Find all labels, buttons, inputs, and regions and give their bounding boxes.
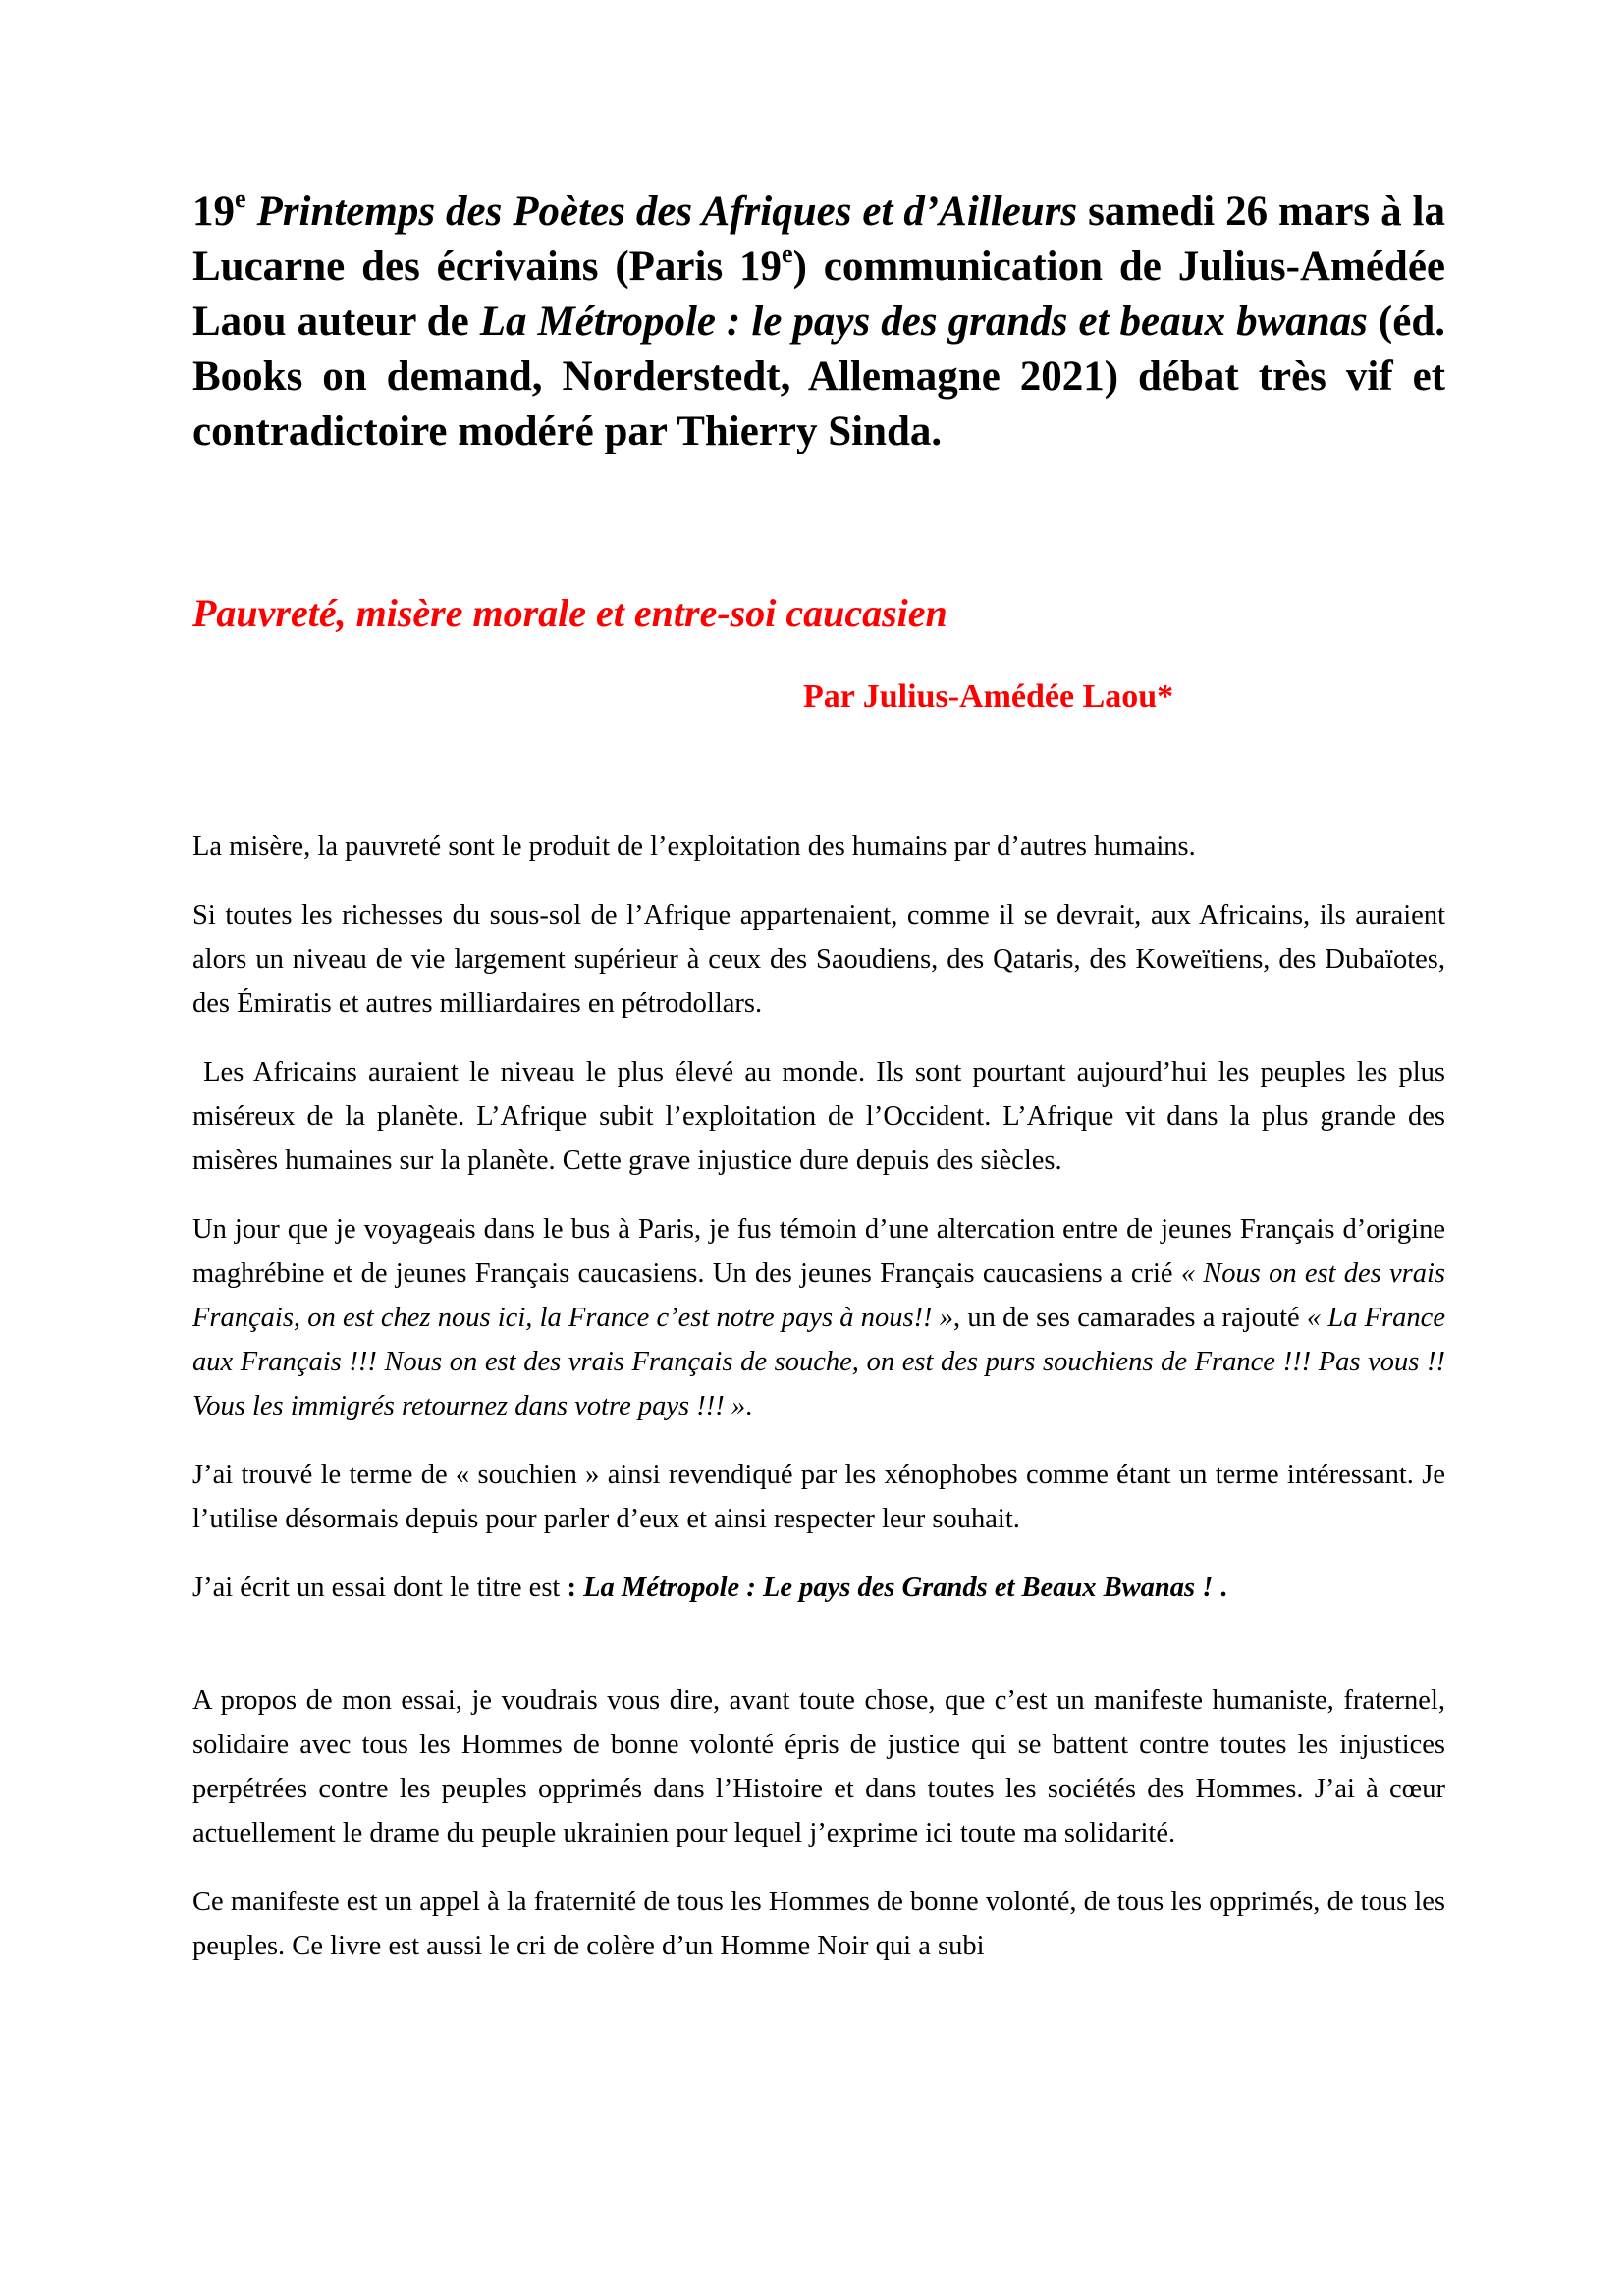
book-title: La Métropole : Le pays des Grands et Beaux Bwanas ! <box>583 1573 1220 1603</box>
paragraph-text: Un jour que je voyageais dans le bus à Paris, je fus témoin d’une altercation entre de jeunes Français d’origine maghrébine et de jeunes Français caucasiens. Un des jeunes Français caucasiens a crié <box>192 1214 1445 1289</box>
paragraph-text: J’ai écrit un essai dont le titre est <box>192 1573 568 1603</box>
header-text: ) communication de Julius-Amédée Laou auteur de <box>192 243 1446 345</box>
paragraph: Ce manifeste est un appel à la fraternité de tous les Hommes de bonne volonté, de tous les opprimés, de tous les peuples. Ce livre est aussi le cri de colère d’un Homme Noir qui a subi <box>192 1887 1445 1961</box>
header-text <box>246 188 257 235</box>
quote: « Nous on est des vrais Français, on est chez nous ici, la France c’est notre pays à nous!! » <box>192 1258 1446 1333</box>
paragraph: La misère, la pauvreté sont le produit de l’exploitation des humains par d’autres humains. <box>192 831 1196 862</box>
paragraph-text: , un de ses camarades a rajouté <box>953 1303 1307 1333</box>
paragraph: Les Africains auraient le niveau le plus élevé au monde. Ils sont pourtant aujourd’hui les peuples les plus miséreux de la planète. L’Afrique subit l’exploitation de l’Occident. L’Afrique vit dans la plus grande des misères humaines sur la planète. Cette grave injustice dure depuis des siècles. <box>192 1057 1453 1176</box>
article-body <box>192 825 1453 1993</box>
period: . <box>1219 1573 1227 1603</box>
author-byline: Par Julius-Amédée Laou* <box>803 678 1174 715</box>
quote: « La France aux Français !!! Nous on est des vrais Français de souche, on est des purs souchiens de France !!! Pas vous !! Vous les immigrés retournez dans votre pays !!! » <box>192 1303 1445 1421</box>
header-text: 19 <box>192 188 235 235</box>
header-text: (éd. Books on demand, Norderstedt, Allemagne 2021) débat très vif et contradictoire modéré par Thierry Sinda. <box>192 298 1445 454</box>
paragraph <box>192 1207 1445 1428</box>
paragraph-text: . <box>745 1391 753 1421</box>
header-superscript: e <box>235 185 246 213</box>
article-title: Pauvreté, misère morale et entre-soi caucasien <box>192 591 947 635</box>
paragraph: J’ai trouvé le terme de « souchien » ainsi revendiqué par les xénophobes comme étant un terme intéressant. Je l’utilise désormais depuis pour parler d’eux et ainsi respecter leur souhait. <box>192 1460 1445 1534</box>
colon: : <box>567 1573 584 1603</box>
event-header <box>192 185 1445 459</box>
book-title: La Métropole : le pays des grands et beaux bwanas <box>479 298 1368 345</box>
paragraph: A propos de mon essai, je voudrais vous dire, avant toute chose, que c’est un manifeste humaniste, fraternel, solidaire avec tous les Hommes de bonne volonté épris de justice qui se battent contre toutes les injustices perpétrées contre les peuples opprimés dans l’Histoire et dans toutes les sociétés des Hommes. J’ai à cœur actuellement le drame du peuple ukrainien pour lequel j’exprime ici toute ma solidarité. <box>192 1685 1445 1848</box>
paragraph <box>192 1566 1445 1610</box>
header-text: samedi 26 mars à la Lucarne des écrivains (Paris 19 <box>192 188 1445 290</box>
event-name: Printemps des Poètes des Afriques et d’Ailleurs <box>256 188 1078 235</box>
header-superscript: e <box>782 240 793 268</box>
paragraph: Si toutes les richesses du sous-sol de l’Afrique appartenaient, comme il se devrait, aux Africains, ils auraient alors un niveau de vie largement supérieur à ceux des Saoudiens, des Qataris, des Koweïtiens, des Dubaïotes, des Émiratis et autres milliardaires en pétrodollars. <box>192 900 1445 1019</box>
